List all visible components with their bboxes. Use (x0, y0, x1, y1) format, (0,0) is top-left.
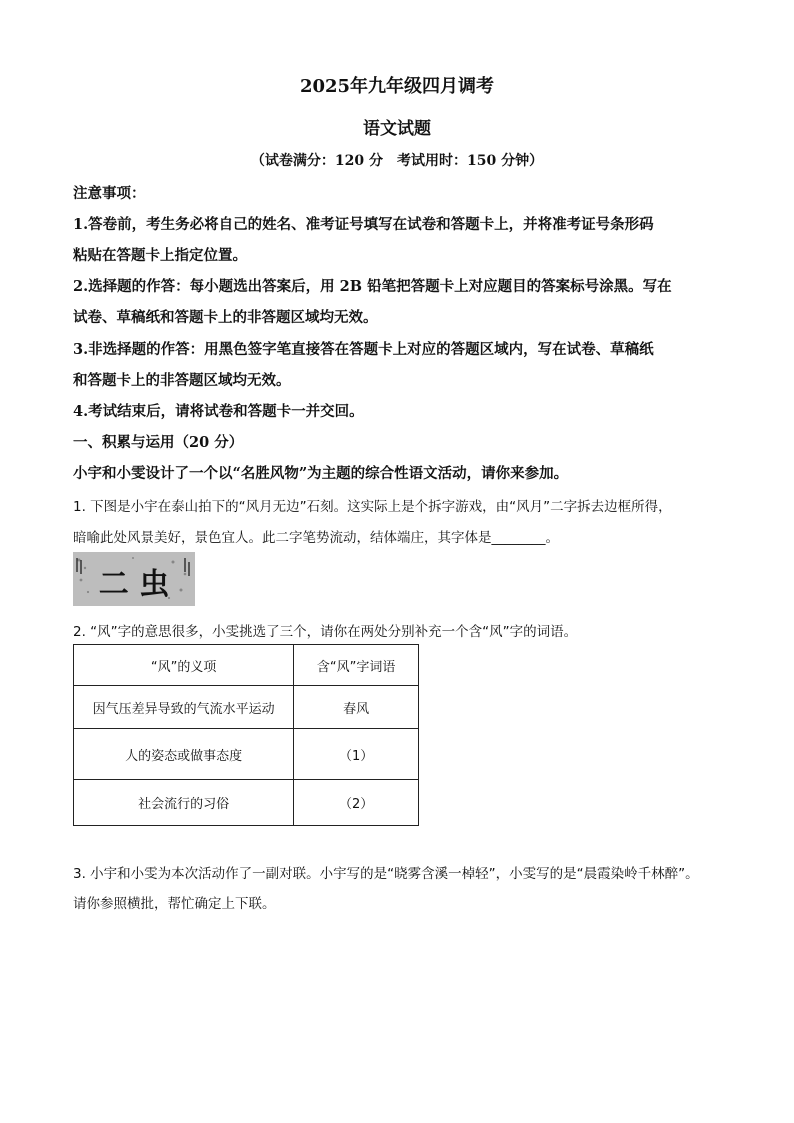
table-cell: 春风 (294, 686, 419, 729)
note-line: 粘贴在答题卡上指定位置。 (73, 247, 247, 264)
table-row (74, 729, 419, 780)
note-line: 1.答卷前，考生务必将自己的姓名、准考证号填写在试卷和答题卡上，并将准考证号条形码 (73, 216, 654, 233)
section-heading: 一、积累与运用（20 分） (73, 434, 244, 451)
table-cell: （2） (294, 780, 419, 826)
table-header-cell: “风”的义项 (74, 645, 294, 686)
table-cell: 人的姿态或做事态度 (74, 729, 294, 780)
table-header-cell: 含“风”字词语 (294, 645, 419, 686)
note-line: 3.非选择题的作答：用黑色签字笔直接答在答题卡上对应的答题区域内，写在试卷、草稿纸 (73, 341, 654, 358)
note-line: 4.考试结束后，请将试卷和答题卡一并交回。 (73, 403, 364, 420)
stone-carving-graphic (73, 552, 195, 606)
subject-title: 语文试题 (363, 119, 431, 139)
exam-info: （试卷满分：120 分 考试用时：150 分钟） (250, 153, 544, 169)
exam-title: 2025年九年级四月调考 (299, 76, 495, 97)
question-2-text: 2. “风”字的意思很多，小雯挑选了三个，请你在两处分别补充一个含“风”字的词语。 (73, 624, 578, 640)
note-line: 试卷、草稿纸和答题卡上的非答题区域均无效。 (73, 309, 378, 326)
table-cell: 社会流行的习俗 (74, 780, 294, 826)
notes-heading: 注意事项： (73, 185, 146, 202)
section-intro: 小宇和小雯设计了一个以“名胜风物”为主题的综合性语文活动，请你来参加。 (73, 465, 569, 482)
question-3-text: 请你参照横批，帮忙确定上下联。 (73, 896, 276, 912)
wind-meaning-table (73, 644, 419, 826)
note-line: 和答题卡上的非答题区域均无效。 (73, 372, 291, 389)
table-row (74, 686, 419, 729)
question-3-text: 3. 小宇和小雯为本次活动作了一副对联。小宇写的是“晓雾含溪一棹轻”，小雯写的是“晨霞染岭千林醉”。 (73, 866, 699, 882)
note-line: 2.选择题的作答：每小题选出答案后，用 2B 铅笔把答题卡上对应题目的答案标号涂黑。写在 (73, 278, 672, 295)
table-row (74, 780, 419, 826)
question-1-text: 1. 下图是小宇在泰山拍下的“风月无边”石刻。这实际上是个拆字游戏，由“风月”二字拆去边框所得， (73, 499, 672, 515)
stone-carving-glyphs: 二 虫 (98, 567, 170, 602)
stone-carving-image (73, 552, 195, 606)
table-header-row (74, 645, 419, 686)
table-cell: （1） (294, 729, 419, 780)
question-1-text: 暗喻此处风景美好，景色宜人。此二字笔势流动，结体端庄，其字体是________。 (73, 530, 559, 546)
table-cell: 因气压差异导致的气流水平运动 (74, 686, 294, 729)
